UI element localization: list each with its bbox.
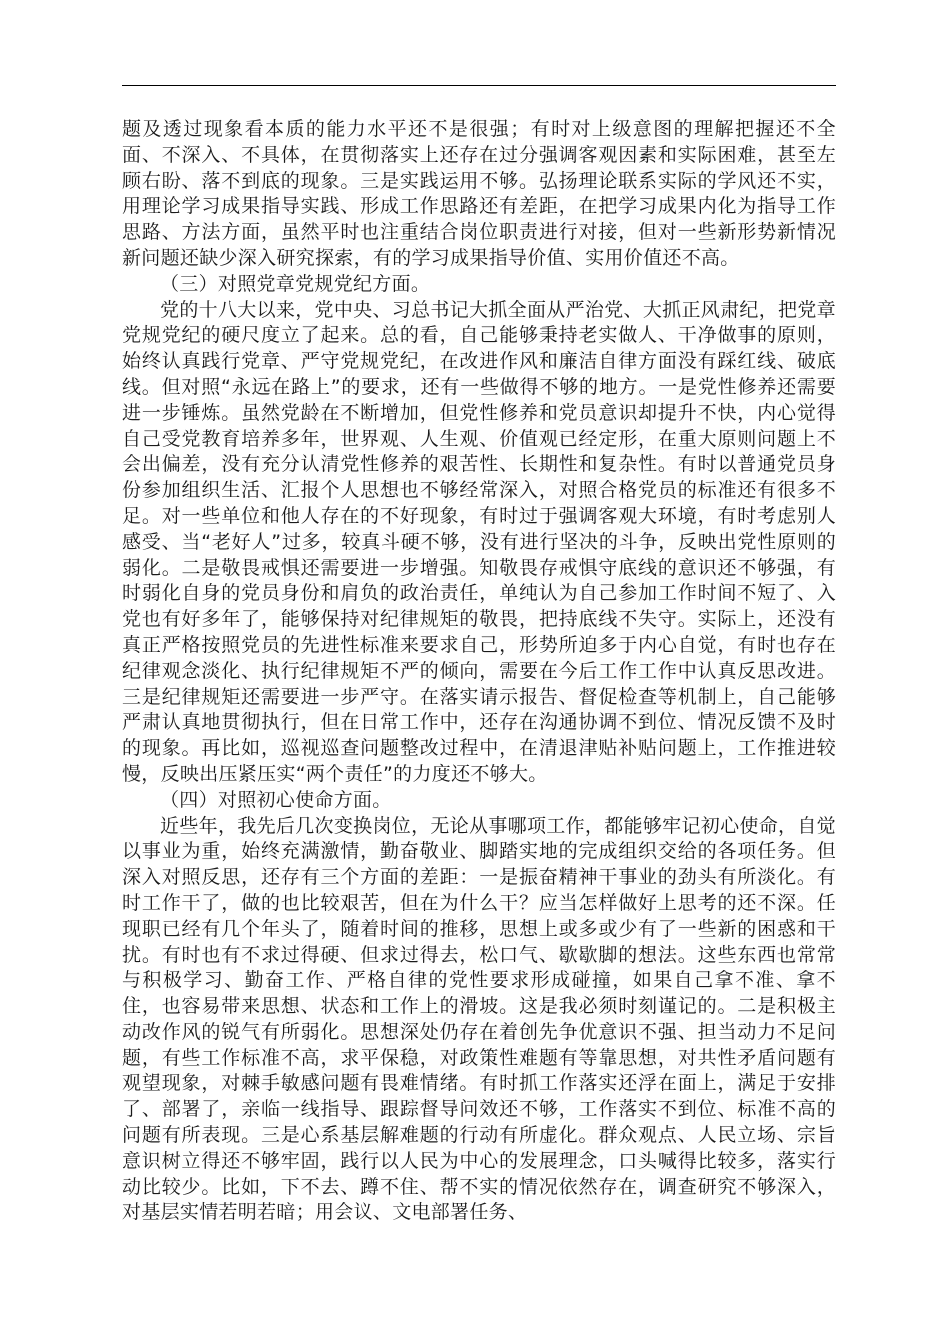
section-heading-3: （三）对照党章党规党纪方面。 [160, 272, 431, 295]
section-heading-4: （四）对照初心使命方面。 [160, 788, 392, 811]
paragraph-original-mission: 近些年，我先后几次变换岗位，无论从事哪项工作，都能够牢记初心使命，自觉以事业为重，始终充满激情，勤奋敬业、脚踏实地的完成组织交给的各项任务。但深入对照反思，还存有三个方面的差距：一是振奋精神干事业的劲头有所淡化。有时工作干了，做的也比较艰苦，但在为什么干？应当怎样做好上思考的还不深。任现职已经有几个年头了，随着时间的推移，思想上或多或少有了一些新的困惑和干扰。有时也有不求过得硬、但求过得去，松口气、歇歇脚的想法。这些东西也常常与积极学习、勤奋工作、严格自律的党性要求形成碰撞，如果自己拿不准、拿不住，也容易带来思想、状态和工作上的滑坡。这是我必须时刻谨记的。二是积极主动改作风的锐气有所弱化。思想深处仍存在着创先争优意识不强、担当动力不足问题，有些工作标准不高，求平保稳，对政策性难题有等靠思想，对共性矛盾问题有观望现象，对棘手敏感问题有畏难情绪。有时抓工作落实还浮在面上，满足于安排了、部署了，亲临一线指导、跟踪督导问效还不够，工作落实不到位、标准不高的问题有所表现。三是心系基层解难题的行动有所虚化。群众观点、人民立场、宗旨意识树立得还不够牢固，践行以人民为中心的发展理念，口头喊得比较多，落实行动比较少。比如，下不去、蹲不住、帮不实的情况依然存在，调查研究不够深入，对基层实情若明若暗；用会议、文电部署任务、 [122, 814, 836, 1224]
header-rule [122, 85, 836, 86]
paragraph-party-rules: 党的十八大以来，党中央、习总书记大抓全面从严治党、大抓正风肃纪，把党章党规党纪的硬尺度立了起来。总的看，自己能够秉持老实做人、干净做事的原则，始终认真践行党章、严守党规党纪，在改进作风和廉洁自律方面没有踩红线、破底线。但对照“永远在路上”的要求，还有一些做得不够的地方。一是党性修养还需要进一步锤炼。虽然党龄在不断增加，但党性修养和党员意识却提升不快，内心觉得自己受党教育培养多年，世界观、人生观、价值观已经定形，在重大原则问题上不会出偏差，没有充分认清党性修养的艰苦性、长期性和复杂性。有时以普通党员身份参加组织生活、汇报个人思想也不够经常深入，对照合格党员的标准还有很多不足。对一些单位和他人存在的不好现象，有时过于强调客观大环境，有时考虑别人感受、当“老好人”过多，较真斗硬不够，没有进行坚决的斗争，反映出党性原则的弱化。二是敬畏戒惧还需要进一步增强。知敬畏存戒惧守底线的意识还不够强，有时弱化自身的党员身份和肩负的政治责任，单纯认为自己参加工作时间不短了、入党也有好多年了，能够保持对纪律规矩的敬畏，把持底线不失守。实际上，还没有真正严格按照党员的先进性标准来要求自己，形势所迫多于内心自觉，有时也存在纪律观念淡化、执行纪律规矩不严的倾向，需要在今后工作工作中认真反思改进。三是纪律规矩还需要进一步严守。在落实请示报告、督促检查等机制上，自己能够严肃认真地贯彻执行，但在日常工作中，还存在沟通协调不到位、情况反馈不及时的现象。再比如，巡视巡查问题整改过程中，在清退津贴补贴问题上，工作推进较慢，反映出压紧压实“两个责任”的力度还不够大。 [122, 298, 836, 785]
document-body [122, 117, 836, 1226]
paragraph-continuation: 题及透过现象看本质的能力水平还不是很强；有时对上级意图的理解把握还不全面、不深入、不具体，在贯彻落实上还存在过分强调客观因素和实际困难，甚至左顾右盼、落不到底的现象。三是实践运用不够。弘扬理论联系实际的学风还不实，用理论学习成果指导实践、形成工作思路还有差距，在把学习成果内化为指导工作思路、方法方面，虽然平时也注重结合岗位职责进行对接，但对一些新形势新情况新问题还缺少深入研究探索，有的学习成果指导价值、实用价值还不高。 [122, 118, 836, 269]
